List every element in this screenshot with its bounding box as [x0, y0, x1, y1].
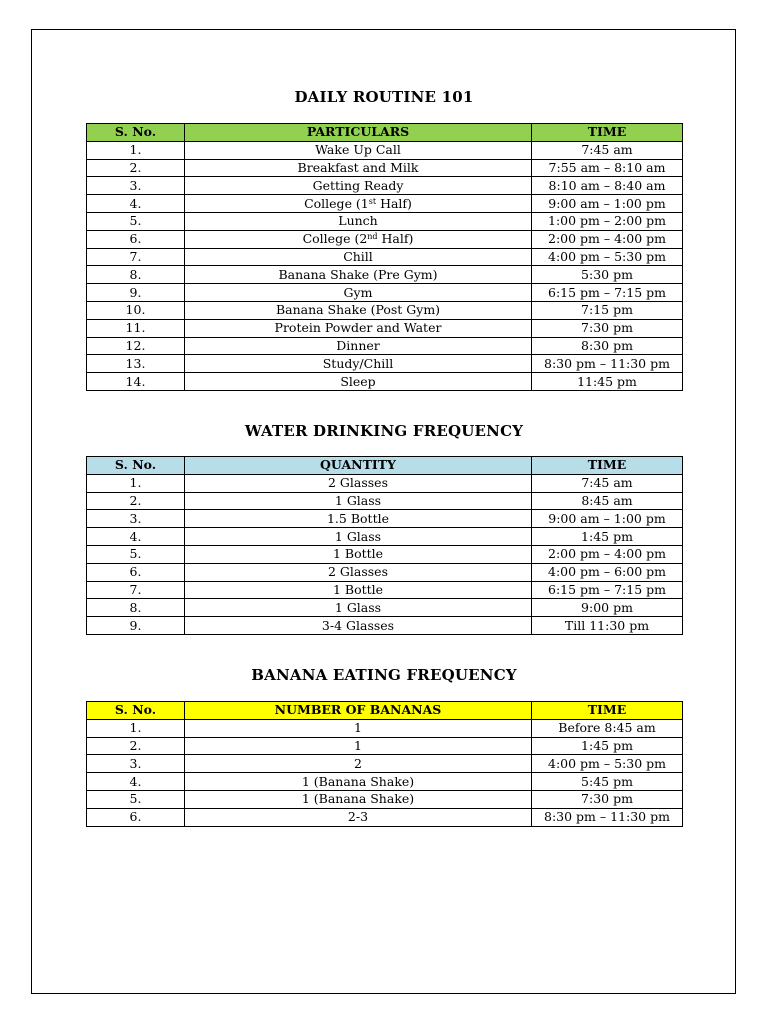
item-cell: 1	[185, 719, 532, 737]
item-cell: Banana Shake (Post Gym)	[185, 301, 532, 319]
time-cell: 9:00 pm	[532, 599, 683, 617]
item-cell: 1 Glass	[185, 492, 532, 510]
serial-number-cell: 6.	[87, 563, 185, 581]
item-cell: 1.5 Bottle	[185, 510, 532, 528]
serial-number-cell: 3.	[87, 510, 185, 528]
column-header: PARTICULARS	[185, 124, 532, 142]
water-frequency-title: WATER DRINKING FREQUENCY	[244, 422, 524, 440]
banana-frequency-title: BANANA EATING FREQUENCY	[251, 666, 517, 684]
time-cell: 7:30 pm	[532, 790, 683, 808]
table-row	[87, 373, 683, 391]
serial-number-cell: 3.	[87, 177, 185, 195]
table-row	[87, 510, 683, 528]
item-cell: Dinner	[185, 337, 532, 355]
serial-number-cell: 2.	[87, 159, 185, 177]
table-row	[87, 319, 683, 337]
serial-number-cell: 1.	[87, 474, 185, 492]
serial-number-cell: 6.	[87, 230, 185, 248]
table-row	[87, 599, 683, 617]
item-cell: Chill	[185, 248, 532, 266]
table-row	[87, 248, 683, 266]
ordinal-suffix: nd	[367, 232, 378, 242]
serial-number-cell: 8.	[87, 599, 185, 617]
serial-number-cell: 4.	[87, 195, 185, 213]
table-header-row	[87, 124, 683, 142]
time-cell: 2:00 pm – 4:00 pm	[532, 230, 683, 248]
item-cell: 1	[185, 737, 532, 755]
serial-number-cell: 5.	[87, 545, 185, 563]
column-header: TIME	[532, 457, 683, 475]
item-text-suffix: Half)	[376, 195, 412, 211]
table-row	[87, 177, 683, 195]
column-header: TIME	[532, 702, 683, 720]
table-header-row	[87, 702, 683, 720]
item-cell: Wake Up Call	[185, 141, 532, 159]
table-header-row	[87, 457, 683, 475]
time-cell: 7:30 pm	[532, 319, 683, 337]
item-text: College (2	[302, 231, 368, 247]
item-cell: 2-3	[185, 808, 532, 826]
table-row	[87, 563, 683, 581]
serial-number-cell: 4.	[87, 528, 185, 546]
item-text: College (1	[304, 195, 369, 211]
time-cell: Before 8:45 am	[532, 719, 683, 737]
daily-routine-table	[86, 123, 683, 391]
item-cell: 2 Glasses	[185, 563, 532, 581]
serial-number-cell: 7.	[87, 581, 185, 599]
time-cell: 8:30 pm	[532, 337, 683, 355]
ordinal-suffix: st	[368, 196, 377, 206]
table-row	[87, 808, 683, 826]
item-text-suffix: Half)	[377, 231, 414, 247]
table-row	[87, 301, 683, 319]
item-cell: 1 Bottle	[185, 581, 532, 599]
table-row	[87, 212, 683, 230]
time-cell: 6:15 pm – 7:15 pm	[532, 581, 683, 599]
table-row	[87, 195, 683, 213]
serial-number-cell: 6.	[87, 808, 185, 826]
table-row	[87, 545, 683, 563]
serial-number-cell: 5.	[87, 212, 185, 230]
item-cell	[185, 195, 532, 213]
item-cell: 1 Glass	[185, 528, 532, 546]
time-cell: 8:45 am	[532, 492, 683, 510]
table-row	[87, 617, 683, 635]
daily-routine-title: DAILY ROUTINE 101	[294, 88, 474, 106]
serial-number-cell: 4.	[87, 773, 185, 791]
serial-number-cell: 10.	[87, 301, 185, 319]
column-header: S. No.	[87, 124, 185, 142]
time-cell: 7:15 pm	[532, 301, 683, 319]
serial-number-cell: 12.	[87, 337, 185, 355]
table-row	[87, 474, 683, 492]
time-cell: 7:45 am	[532, 474, 683, 492]
column-header: NUMBER OF BANANAS	[185, 702, 532, 720]
serial-number-cell: 7.	[87, 248, 185, 266]
table-row	[87, 492, 683, 510]
item-cell: Sleep	[185, 373, 532, 391]
serial-number-cell: 1.	[87, 719, 185, 737]
time-cell: 1:45 pm	[532, 528, 683, 546]
table-row	[87, 284, 683, 302]
serial-number-cell: 5.	[87, 790, 185, 808]
column-header: S. No.	[87, 702, 185, 720]
time-cell: 4:00 pm – 5:30 pm	[532, 248, 683, 266]
item-cell: 1 (Banana Shake)	[185, 790, 532, 808]
table-row	[87, 355, 683, 373]
item-cell: 1 Bottle	[185, 545, 532, 563]
table-row	[87, 755, 683, 773]
time-cell: 1:45 pm	[532, 737, 683, 755]
time-cell: 6:15 pm – 7:15 pm	[532, 284, 683, 302]
item-cell: Lunch	[185, 212, 532, 230]
serial-number-cell: 8.	[87, 266, 185, 284]
table-row	[87, 719, 683, 737]
time-cell: 8:10 am – 8:40 am	[532, 177, 683, 195]
serial-number-cell: 2.	[87, 737, 185, 755]
time-cell: 9:00 am – 1:00 pm	[532, 195, 683, 213]
table-row	[87, 528, 683, 546]
table-row	[87, 230, 683, 248]
item-cell: 2	[185, 755, 532, 773]
column-header: S. No.	[87, 457, 185, 475]
time-cell: 9:00 am – 1:00 pm	[532, 510, 683, 528]
column-header: QUANTITY	[185, 457, 532, 475]
time-cell: 5:30 pm	[532, 266, 683, 284]
water-frequency-table	[86, 456, 683, 635]
table-row	[87, 737, 683, 755]
time-cell: 7:55 am – 8:10 am	[532, 159, 683, 177]
serial-number-cell: 1.	[87, 141, 185, 159]
time-cell: 1:00 pm – 2:00 pm	[532, 212, 683, 230]
item-cell: Getting Ready	[185, 177, 532, 195]
serial-number-cell: 9.	[87, 617, 185, 635]
item-cell: 2 Glasses	[185, 474, 532, 492]
item-cell: Banana Shake (Pre Gym)	[185, 266, 532, 284]
item-cell: Study/Chill	[185, 355, 532, 373]
column-header: TIME	[532, 124, 683, 142]
time-cell: 4:00 pm – 5:30 pm	[532, 755, 683, 773]
table-row	[87, 773, 683, 791]
table-row	[87, 581, 683, 599]
serial-number-cell: 13.	[87, 355, 185, 373]
time-cell: 11:45 pm	[532, 373, 683, 391]
serial-number-cell: 11.	[87, 319, 185, 337]
item-cell: 1 (Banana Shake)	[185, 773, 532, 791]
time-cell: 4:00 pm – 6:00 pm	[532, 563, 683, 581]
item-cell: 3-4 Glasses	[185, 617, 532, 635]
time-cell: 7:45 am	[532, 141, 683, 159]
item-cell	[185, 230, 532, 248]
table-row	[87, 159, 683, 177]
item-cell: Gym	[185, 284, 532, 302]
serial-number-cell: 3.	[87, 755, 185, 773]
item-cell: Protein Powder and Water	[185, 319, 532, 337]
table-row	[87, 141, 683, 159]
time-cell: 5:45 pm	[532, 773, 683, 791]
item-cell: Breakfast and Milk	[185, 159, 532, 177]
table-row	[87, 266, 683, 284]
serial-number-cell: 2.	[87, 492, 185, 510]
item-cell: 1 Glass	[185, 599, 532, 617]
serial-number-cell: 9.	[87, 284, 185, 302]
time-cell: 8:30 pm – 11:30 pm	[532, 808, 683, 826]
serial-number-cell: 14.	[87, 373, 185, 391]
time-cell: Till 11:30 pm	[532, 617, 683, 635]
table-row	[87, 790, 683, 808]
table-row	[87, 337, 683, 355]
time-cell: 8:30 pm – 11:30 pm	[532, 355, 683, 373]
banana-frequency-table	[86, 701, 683, 827]
time-cell: 2:00 pm – 4:00 pm	[532, 545, 683, 563]
